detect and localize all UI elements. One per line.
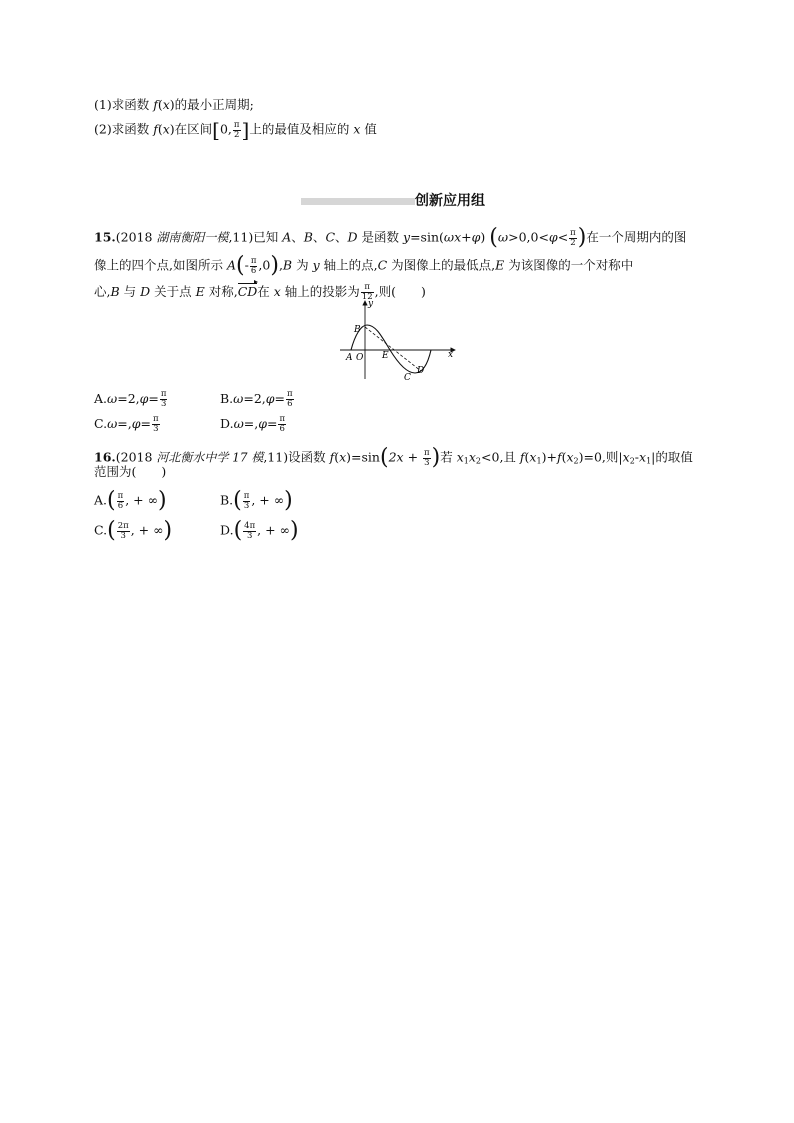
subquestion-1: (1)求函数 f(x)的最小正周期; (94, 97, 254, 112)
q16-option-a: A.( $\frac{\pi}{6}$ , + ∞) (94, 488, 167, 513)
dashed-segment-bd (365, 327, 421, 371)
q16-line-1: 16.(2018 河北衡水中学 17 模,11)设函数 f(x)=sin(2x + $\frac{\pi}{3}$ )若 $x_1x_2<0$,且 $f(x_1)+f(x_2)=0$,则$|x_2-x_1|$的取值 (94, 445, 693, 470)
q16-line-2: 范围为( ) (94, 464, 167, 479)
origin-label: O (356, 353, 364, 363)
vector-cd: CD (237, 283, 258, 299)
y-axis-label: y (368, 299, 374, 309)
q15-option-c: C.ω=,φ= $\frac{\pi}{3}$ (94, 414, 159, 434)
q15-line-1: 15.(2018 湖南衡阳一模,11)已知 A、B、C、D 是函数 y=sin(ωx+φ) (ω>0,0<φ< $\frac{\pi}{2}$ )在一个周期内的图 (94, 225, 687, 250)
point-e-label: E (382, 351, 389, 361)
q15-line-2: 像上的四个点,如图所示 A(- $\frac{\pi}{6}$ ,0),B 为 y 轴上的点,C 为图像上的最低点,E 为该图像的一个对称中 (94, 253, 634, 278)
q15-option-d: D.ω=,φ= $\frac{\pi}{6}$ (220, 414, 286, 434)
section-title: 创新应用组 (415, 193, 485, 209)
q15-graph (335, 297, 465, 382)
fraction-pi-over-2: $\frac{\pi}{2}$ (570, 227, 576, 248)
x-axis-label: x (448, 350, 454, 360)
fraction-pi-over-2: $\frac{\pi}{2}$ (233, 119, 240, 140)
q15-option-b: B.ω=2,φ= $\frac{\pi}{6}$ (220, 389, 293, 409)
point-c-label: C (404, 373, 411, 382)
q15-number: 15. (94, 229, 116, 245)
point-d-label: D (417, 366, 425, 376)
q16-option-b: B.( $\frac{\pi}{3}$ , + ∞) (220, 488, 293, 513)
point-b-label: B (354, 325, 361, 335)
q16-option-d: D.( $\frac{4\pi}{3}$ , + ∞) (220, 518, 299, 543)
q15-line-3: 心,B 与 D 关于点 E 对称,CD在 x 轴上的投影为 $\frac{\pi}{12}$ ,则( ) (94, 282, 426, 302)
section-bar (301, 198, 415, 205)
subquestion-2: (2)求函数 f(x)在区间[0, $\frac{\pi}{2}$ ]上的最值及相应的 x 值 (94, 118, 377, 142)
point-a-label: A (346, 353, 353, 363)
q16-number: 16. (94, 449, 116, 465)
q15-option-a: A.ω=2,φ= $\frac{\pi}{3}$ (94, 389, 167, 409)
q16-option-c: C.( $\frac{2\pi}{3}$ , + ∞) (94, 518, 173, 543)
fraction-pi-over-12: $\frac{\pi}{12}$ (361, 282, 373, 302)
fraction-pi-over-6: $\frac{\pi}{6}$ (250, 255, 257, 276)
